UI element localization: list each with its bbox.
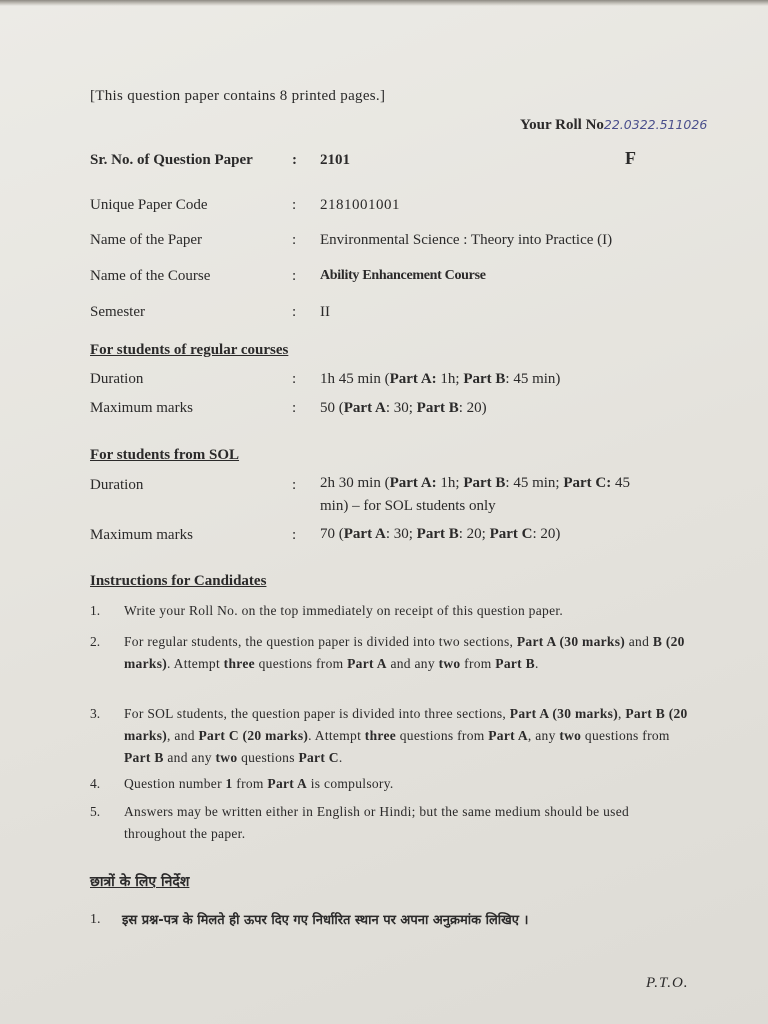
colon: :: [292, 268, 297, 284]
instruction-number: 1.: [90, 603, 101, 618]
detail-label-paper-name: Name of the Paper: [90, 232, 203, 248]
colon: :: [292, 477, 297, 493]
detail-value-course-name: Ability Enhancement Course: [320, 268, 486, 283]
regular-marks-value: 50 (Part A: 30; Part B: 20): [320, 400, 487, 416]
sol-marks-label: Maximum marks: [90, 527, 193, 543]
sol-duration-value-line2: min) – for SOL students only: [320, 498, 496, 514]
instruction-number: 3.: [90, 706, 101, 721]
instruction-4: Question number 1 from Part A is compulsory.: [124, 776, 394, 791]
detail-label-paper-code: Unique Paper Code: [90, 197, 208, 213]
hindi-heading: छात्रों के लिए निर्देश: [90, 874, 190, 890]
colon: :: [292, 400, 297, 416]
detail-label-course-name: Name of the Course: [90, 268, 211, 284]
regular-duration-label: Duration: [90, 371, 144, 387]
hindi-instruction-1: इस प्रश्न-पत्र के मिलते ही ऊपर दिए गए निर्धारित स्थान पर अपना अनुक्रमांक लिखिए ।: [122, 913, 529, 928]
instruction-number: 4.: [90, 776, 101, 791]
colon: :: [292, 232, 297, 248]
set-code: F: [625, 148, 636, 168]
detail-value-paper-code: 2181001001: [320, 197, 400, 213]
roll-number-handwritten: 22.0322.511026: [603, 117, 708, 132]
sol-marks-value: 70 (Part A: 30; Part B: 20; Part C: 20): [320, 526, 561, 542]
colon: :: [292, 152, 297, 168]
instruction-2: For regular students, the question paper is divided into two sections, Part A (30 marks) and B (20 marks). Attempt three questions from Part A and any two from Part B.: [124, 634, 685, 671]
detail-label-semester: Semester: [90, 304, 145, 320]
instructions-heading: Instructions for Candidates: [90, 573, 267, 589]
colon: :: [292, 371, 297, 387]
pages-note: [This question paper contains 8 printed pages.]: [90, 88, 386, 104]
sol-duration-value-line1: 2h 30 min (Part A: 1h; Part B: 45 min; Part C: 45: [320, 475, 630, 491]
roll-number-block: [520, 116, 707, 134]
instruction-5: Answers may be written either in English or Hindi; but the same medium should be used throughout the paper.: [124, 804, 630, 841]
regular-marks-label: Maximum marks: [90, 400, 193, 416]
paper-top-edge: [0, 0, 768, 6]
hindi-item-number: 1.: [90, 912, 101, 927]
colon: :: [292, 527, 297, 543]
detail-value-paper-name: Environmental Science : Theory into Practice (I): [320, 232, 613, 248]
instruction-1: Write your Roll No. on the top immediately on receipt of this question paper.: [124, 603, 564, 618]
instruction-3: For SOL students, the question paper is divided into three sections, Part A (30 marks), Part B (20 marks), and Part C (20 marks). Attempt three questions from Part A, any two questions from Part B and any two questions Part C.: [124, 706, 688, 765]
colon: :: [292, 304, 297, 320]
detail-label-sr-no: Sr. No. of Question Paper: [90, 152, 253, 168]
sol-duration-label: Duration: [90, 477, 144, 493]
roll-number-label: Your Roll No: [520, 117, 604, 133]
regular-courses-heading: For students of regular courses: [90, 342, 289, 358]
regular-duration-value: 1h 45 min (Part A: 1h; Part B: 45 min): [320, 371, 561, 387]
instruction-number: 5.: [90, 804, 101, 819]
pto-label: P.T.O.: [646, 975, 689, 991]
sol-heading: For students from SOL: [90, 447, 240, 463]
colon: :: [292, 197, 297, 213]
instruction-number: 2.: [90, 634, 101, 649]
detail-value-sr-no: 2101: [320, 152, 350, 168]
detail-value-semester: II: [320, 304, 330, 320]
